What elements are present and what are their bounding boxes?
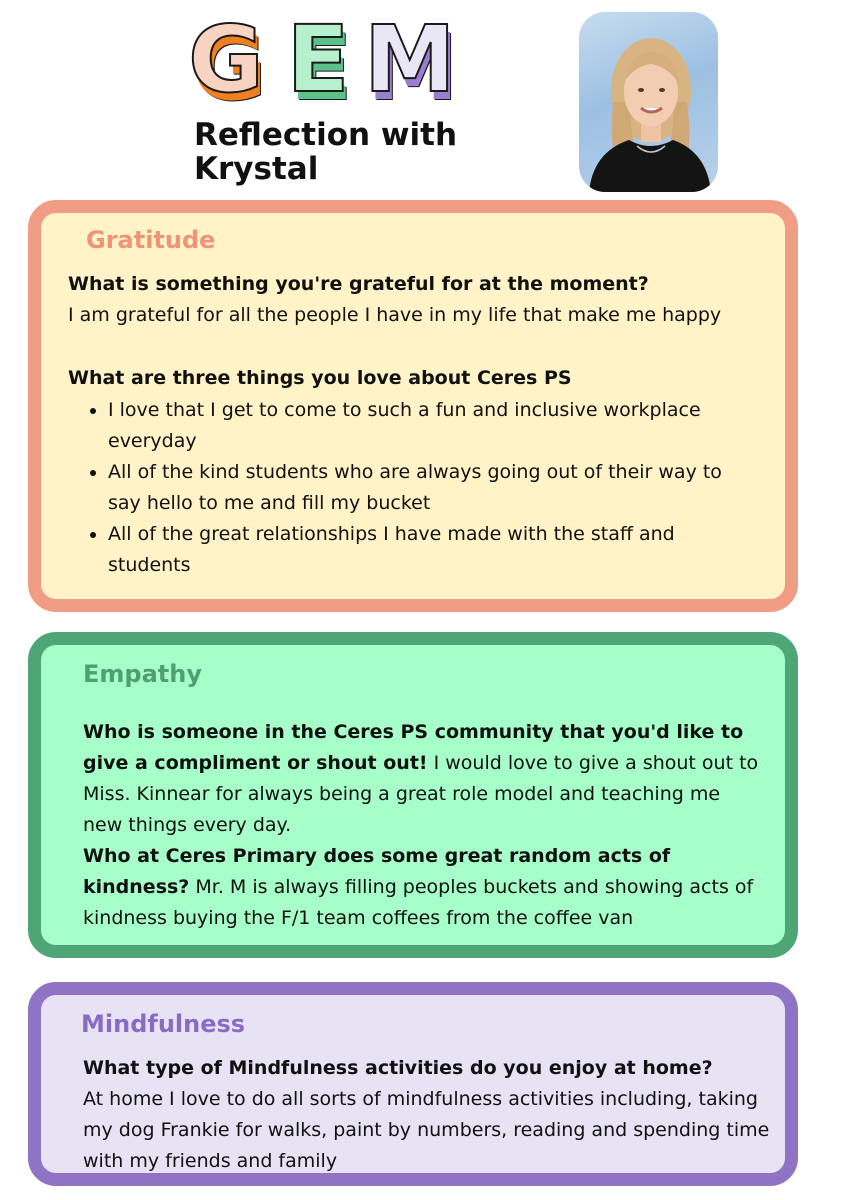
gratitude-bullet-item: • I love that I get to come to such a fun and inclusive workplace everyday — [108, 395, 748, 457]
logo-letter-e: E — [286, 6, 350, 113]
mindfulness-heading: Mindfulness — [81, 1010, 246, 1038]
gratitude-bullet-list — [68, 395, 748, 581]
empathy-question-1: Who is someone in the Ceres PS community that you'd like to give a compliment or shout out! — [83, 721, 744, 774]
gratitude-question-1-block — [68, 269, 788, 331]
profile-photo — [579, 12, 718, 192]
gem-logo — [184, 6, 464, 113]
gratitude-question-2: What are three things you love about Ceres PS — [68, 367, 572, 389]
mindfulness-answer-1: At home I love to do all sorts of mindfulness activities including, taking my dog Frankie for walks, paint by numbers, reading and spending time with my friends and family — [83, 1088, 770, 1172]
empathy-answer-2: Mr. M is always filling peoples buckets and showing acts of kindness buying the F/1 team coffees from the coffee van — [83, 876, 754, 929]
logo-letter-m: M — [364, 6, 456, 113]
mindfulness-question-1-block — [83, 1053, 793, 1177]
gratitude-answer-1: I am grateful for all the people I have in my life that make me happy — [68, 304, 722, 326]
logo-letter-g: G — [188, 6, 264, 113]
gratitude-heading: Gratitude — [86, 226, 216, 254]
page-title: Reflection with Krystal — [194, 117, 458, 187]
gratitude-card — [28, 200, 798, 612]
empathy-question-1-block — [83, 717, 763, 841]
empathy-answer-1: I would love to give a shout out to Miss. Kinnear for always being a great role model and teaching me new things every day. — [83, 752, 759, 836]
gratitude-question-1: What is something you're grateful for at the moment? — [68, 273, 649, 295]
empathy-question-2: Who at Ceres Primary does some great random acts of kindness? — [83, 845, 671, 898]
empathy-question-2-block — [83, 841, 763, 934]
gratitude-bullet-item: • All of the kind students who are always going out of their way to say hello to me and fill my bucket — [108, 457, 748, 519]
mindfulness-question-1: What type of Mindfulness activities do you enjoy at home? — [83, 1057, 713, 1079]
empathy-card — [28, 632, 798, 958]
mindfulness-card — [28, 982, 798, 1186]
empathy-heading: Empathy — [83, 660, 202, 688]
gratitude-bullet-item: • All of the great relationships I have made with the staff and students — [108, 519, 748, 581]
